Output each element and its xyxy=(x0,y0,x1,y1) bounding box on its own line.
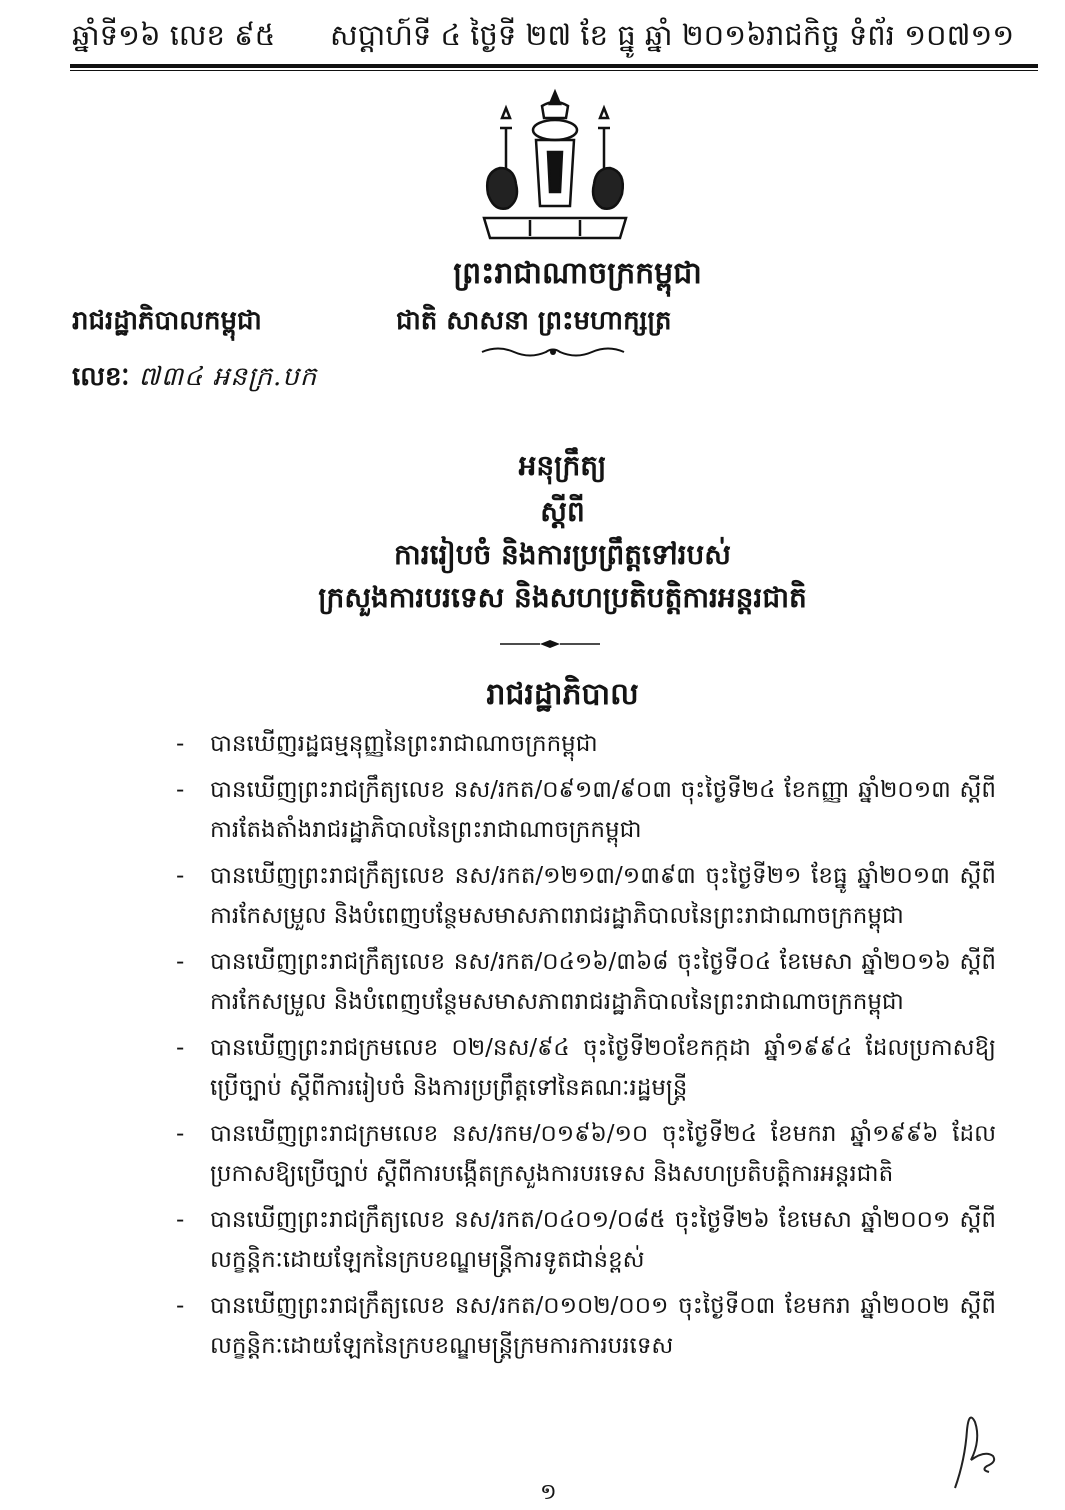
preamble-item xyxy=(176,1028,996,1108)
initial-signature-icon xyxy=(945,1400,1015,1490)
preamble-item xyxy=(176,1200,996,1280)
dash-marker: - xyxy=(176,863,185,889)
preamble-text: បានឃើញព្រះរាជក្រមលេខ ០២/នស/៩៤ ចុះថ្ងៃទី២០ខែកក្កដា ឆ្នាំ១៩៩៤ ដែលប្រកាសឱ្យ ប្រើច្បាប់ ស្ដីពីការរៀបចំ និងការប្រព្រឹត្តទៅនៃគណៈរដ្ឋមន្ត្រី xyxy=(210,1035,996,1101)
document-title-line2: ក្រសួងការបរទេស និងសហប្រតិបត្តិការអន្តរជាតិ xyxy=(318,581,807,614)
royal-emblem-icon xyxy=(470,88,640,248)
document-type: អនុក្រឹត្យ xyxy=(518,449,607,482)
dash-marker: - xyxy=(176,731,185,757)
government-name: រាជរដ្ឋាភិបាលកម្ពុជា xyxy=(72,306,262,336)
kingdom-name: ព្រះរាជាណាចក្រកម្ពុជា xyxy=(453,256,702,291)
preamble-text: បានឃើញព្រះរាជក្រឹត្យលេខ នស/រកត/១២១៣/១៣៩៣ ចុះថ្ងៃទី២១ ខែធ្នូ ឆ្នាំ២០១៣ ស្ដីពី ការកែសម្រួល និងបំពេញបន្ថែមសមាសភាពរាជរដ្ឋាភិបាលនៃព្រះរាជាណាចក្រកម្ពុជា xyxy=(210,863,996,929)
dash-marker: - xyxy=(176,1293,185,1319)
dash-marker: - xyxy=(176,1207,185,1233)
dash-marker: - xyxy=(176,949,185,975)
title-divider xyxy=(500,640,600,648)
reference-label: លេខៈ xyxy=(72,362,130,392)
preamble-item xyxy=(176,942,996,1022)
preamble-item xyxy=(176,856,996,936)
reference-value: ៧៣៤ អនក្រ.បក xyxy=(138,362,318,392)
ornament-icon xyxy=(478,345,628,359)
gazette-year-issue: ឆ្នាំទី១៦ លេខ ៩៥ xyxy=(72,18,276,52)
gazette-week-date: សប្ដាហ៍ទី ៤ ថ្ងៃទី ២៧ ខែ ធ្នូ ឆ្នាំ ២០១៦ xyxy=(330,18,767,52)
page-number: ១ xyxy=(540,1480,557,1505)
preamble-text: បានឃើញព្រះរាជក្រឹត្យលេខ នស/រកត/០៤០១/០៨៥ ចុះថ្ងៃទី២៦ ខែមេសា ឆ្នាំ២០០១ ស្ដីពី លក្ខន្តិកៈដោយឡែកនៃក្របខណ្ឌមន្ត្រីការទូតជាន់ខ្ពស់ xyxy=(210,1207,996,1273)
gazette-page-number: រាជកិច្ច ទំព័រ ១០៧១១ xyxy=(766,18,1015,52)
dash-marker: - xyxy=(176,1121,185,1147)
header-rule-thin xyxy=(70,70,1038,71)
document-title-line1: ការរៀបចំ និងការប្រព្រឹត្តទៅរបស់ xyxy=(394,538,731,571)
preamble-text: បានឃើញព្រះរាជក្រឹត្យលេខ នស/រកត/០១០២/០០១ ចុះថ្ងៃទី០៣ ខែមករា ឆ្នាំ២០០២ ស្ដីពី លក្ខន្តិកៈដោយឡែកនៃក្របខណ្ឌមន្ត្រីក្រមការការបរទេស xyxy=(210,1293,996,1359)
dash-marker: - xyxy=(176,1035,185,1061)
gazette-header xyxy=(72,12,1037,60)
header-rule xyxy=(70,64,1038,68)
reference-number xyxy=(72,360,317,398)
document-about: ស្ដីពី xyxy=(540,495,585,528)
dash-marker: - xyxy=(176,777,185,803)
preamble-text: បានឃើញព្រះរាជក្រមលេខ នស/រកម/០១៩៦/១០ ចុះថ្ងៃទី២៤ ខែមករា ឆ្នាំ១៩៩៦ ដែល ប្រកាសឱ្យប្រើច្បាប់ ស្ដីពីការបង្កើតក្រសួងការបរទេស និងសហប្រតិបត្តិការអន្តរជាតិ xyxy=(210,1121,996,1187)
national-motto: ជាតិ សាសនា ព្រះមហាក្សត្រ xyxy=(396,306,672,336)
preamble-text: បានឃើញព្រះរាជក្រឹត្យលេខ នស/រកត/០៤១៦/៣៦៨ ចុះថ្ងៃទី០៤ ខែមេសា ឆ្នាំ២០១៦ ស្ដីពី ការកែសម្រួល និងបំពេញបន្ថែមសមាសភាពរាជរដ្ឋាភិបាលនៃព្រះរាជាណាចក្រកម្ពុជា xyxy=(210,949,996,1015)
preamble-list xyxy=(176,724,996,1372)
issuing-body: រាជរដ្ឋាភិបាល xyxy=(486,677,639,712)
preamble-item xyxy=(176,1286,996,1366)
preamble-text: បានឃើញរដ្ឋធម្មនុញ្ញនៃព្រះរាជាណាចក្រកម្ពុជា xyxy=(210,731,598,757)
preamble-text: បានឃើញព្រះរាជក្រឹត្យលេខ នស/រកត/០៩១៣/៩០៣ ចុះថ្ងៃទី២៤ ខែកញ្ញា ឆ្នាំ២០១៣ ស្ដីពី ការតែងតាំងរាជរដ្ឋាភិបាលនៃព្រះរាជាណាចក្រកម្ពុជា xyxy=(210,777,996,843)
preamble-item xyxy=(176,1114,996,1194)
preamble-item xyxy=(176,724,996,764)
preamble-item xyxy=(176,770,996,850)
